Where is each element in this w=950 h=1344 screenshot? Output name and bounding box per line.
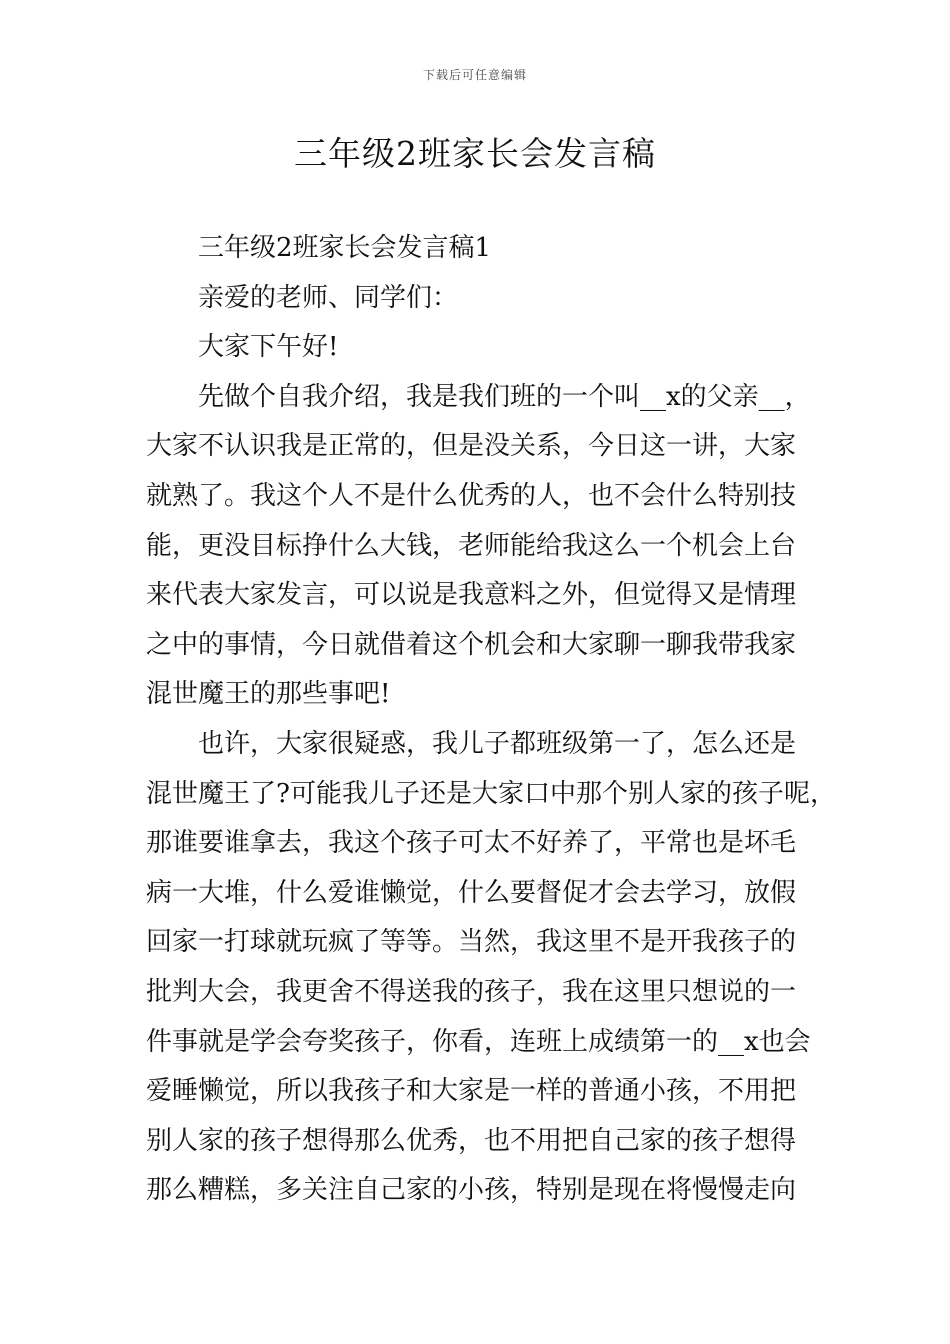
body-line: 病一大堆，什么爱谁懒觉，什么要督促才会去学习，放假 (146, 877, 797, 908)
body-line: 三年级2班家长会发言稿1 (198, 233, 492, 263)
body-line: 别人家的孩子想得那么优秀，也不用把自己家的孩子想得 (146, 1125, 797, 1156)
body-line: 来代表大家发言，可以说是我意料之外，但觉得又是情理 (146, 580, 797, 611)
body-line: 混世魔王的那些事吧! (146, 679, 391, 710)
body-line: 爱睡懒觉，所以我孩子和大家是一样的普通小孩，不用把 (146, 1076, 797, 1107)
body-line: 就熟了。我这个人不是什么优秀的人，也不会什么特别技 (146, 480, 797, 511)
body-line: 大家不认识我是正常的，但是没关系，今日这一讲，大家 (146, 431, 797, 462)
body-line: 先做个自我介绍，我是我们班的一个叫__x的父亲__， (198, 381, 811, 412)
header-note: 下载后可任意编辑 (422, 68, 527, 82)
body-line: 那谁要谁拿去，我这个孩子可太不好养了，平常也是坏毛 (146, 828, 797, 859)
document-title: 三年级2班家长会发言稿 (294, 134, 656, 173)
body-line: 大家下午好! (198, 332, 339, 363)
body-line: 能，更没目标挣什么大钱，老师能给我这么一个机会上台 (146, 530, 797, 561)
body-line: 也许，大家很疑惑，我儿子都班级第一了，怎么还是 (198, 728, 797, 759)
body-line: 回家一打球就玩疯了等等。当然，我这里不是开我孩子的 (146, 927, 797, 958)
body-line: 那么糟糕，多关注自己家的小孩，特别是现在将慢慢走向 (146, 1175, 797, 1206)
body-line: 件事就是学会夸奖孩子，你看，连班上成绩第一的__x也会 (146, 1026, 811, 1057)
document-body (146, 224, 836, 1216)
body-line: 批判大会，我更舍不得送我的孩子，我在这里只想说的一 (146, 976, 797, 1007)
body-line: 亲爱的老师、同学们： (198, 282, 459, 313)
body-line: 之中的事情，今日就借着这个机会和大家聊一聊我带我家 (146, 629, 797, 660)
body-line: 混世魔王了?可能我儿子还是大家口中那个别人家的孩子呢， (146, 778, 836, 809)
